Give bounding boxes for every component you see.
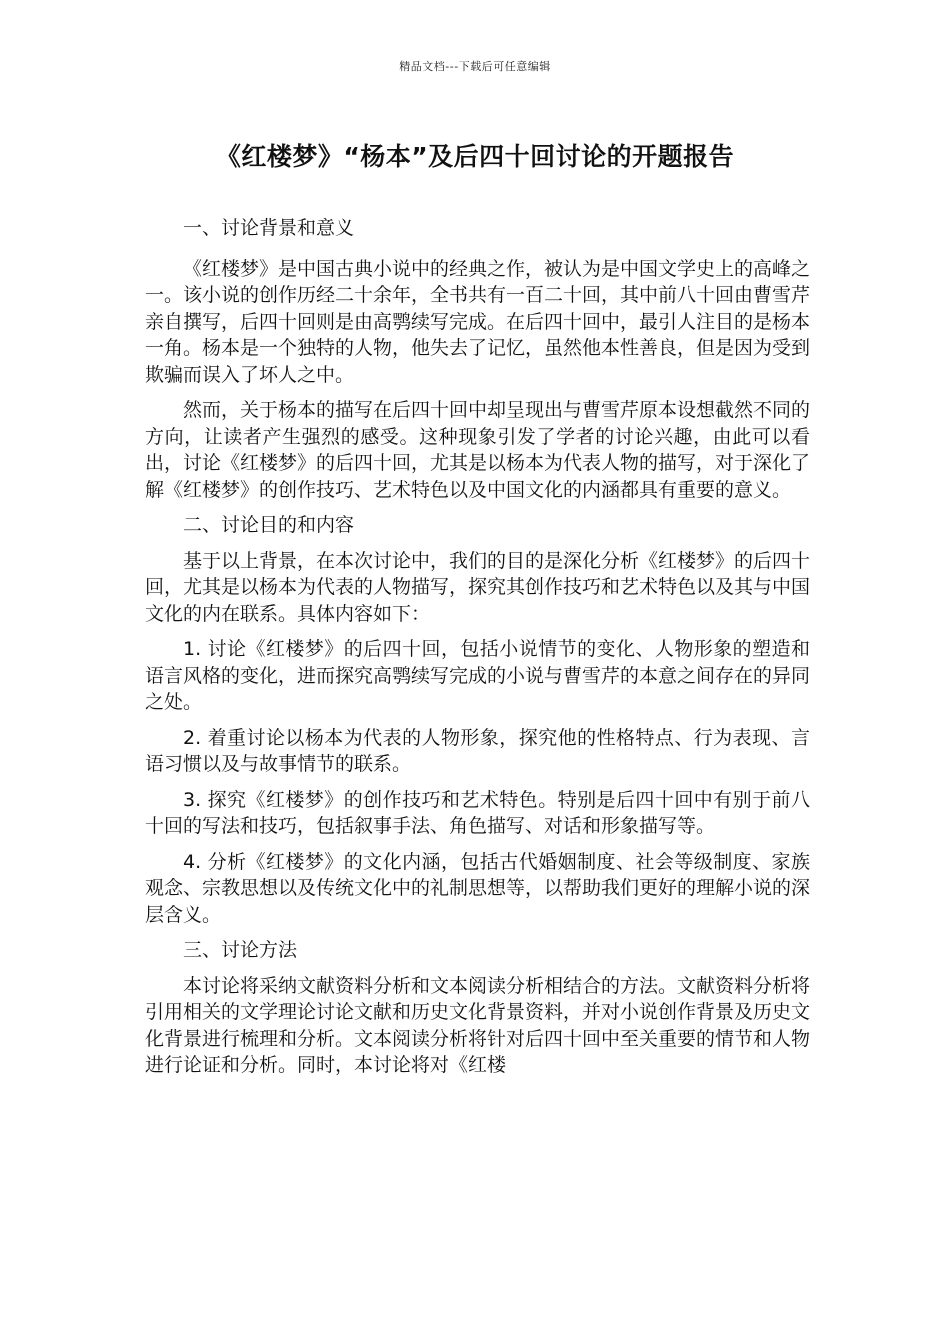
paragraph-background-1: 《红楼梦》是中国古典小说中的经典之作，被认为是中国文学史上的高峰之一。该小说的创作历经二十余年，全书共有一百二十回，其中前八十回由曹雪芹亲自撰写，后四十回则是由高鹗续写完成。在后四十回中，最引人注目的是杨本一角。杨本是一个独特的人物，他失去了记忆，虽然他本性善良，但是因为受到欺骗而误入了坏人之中。 xyxy=(145,257,811,386)
list-item-goal-2: 2. 着重讨论以杨本为代表的人物形象，探究他的性格特点、行为表现、言语习惯以及与故事情节的联系。 xyxy=(145,726,810,775)
paragraph-background-2: 然而，关于杨本的描写在后四十回中却呈现出与曹雪芹原本设想截然不同的方向，让读者产生强烈的感受。这种现象引发了学者的讨论兴趣，由此可以看出，讨论《红楼梦》的后四十回，尤其是以杨本为代表人物的描写，对于深化了解《红楼梦》的创作技巧、艺术特色以及中国文化的内涵都具有重要的意义。 xyxy=(145,399,811,501)
header-note: 精品文档---下载后可任意编辑 xyxy=(399,60,551,73)
document-body xyxy=(145,215,810,1088)
list-item-goal-4: 4. 分析《红楼梦》的文化内涵，包括古代婚姻制度、社会等级制度、家族观念、宗教思想以及传统文化中的礼制思想等，以帮助我们更好的理解小说的深层含义。 xyxy=(145,850,811,926)
section-heading-methods: 三、讨论方法 xyxy=(183,939,298,961)
list-item-goal-1: 1. 讨论《红楼梦》的后四十回，包括小说情节的变化、人物形象的塑造和语言风格的变化，进而探究高鹗续写完成的小说与曹雪芹的本意之间存在的异同之处。 xyxy=(145,638,811,713)
paragraph-methods-1: 本讨论将采纳文献资料分析和文本阅读分析相结合的方法。文献资料分析将引用相关的文学理论讨论文献和历史文化背景资料，并对小说创作背景及历史文化背景进行梳理和分析。文本阅读分析将针对后四十回中至关重要的情节和人物进行论证和分析。同时，本讨论将对《红楼 xyxy=(145,974,811,1076)
document-title: 《红楼梦》“杨本”及后四十回讨论的开题报告 xyxy=(215,142,735,171)
list-item-goal-3: 3. 探究《红楼梦》的创作技巧和艺术特色。特别是后四十回中有别于前八十回的写法和技巧，包括叙事手法、角色描写、对话和形象描写等。 xyxy=(145,788,810,837)
section-heading-background: 一、讨论背景和意义 xyxy=(183,217,355,239)
paragraph-goals-intro: 基于以上背景，在本次讨论中，我们的目的是深化分析《红楼梦》的后四十回，尤其是以杨本为代表的人物描写，探究其创作技巧和艺术特色以及其与中国文化的内在联系。具体内容如下： xyxy=(145,549,811,625)
section-heading-goals: 二、讨论目的和内容 xyxy=(183,514,355,536)
